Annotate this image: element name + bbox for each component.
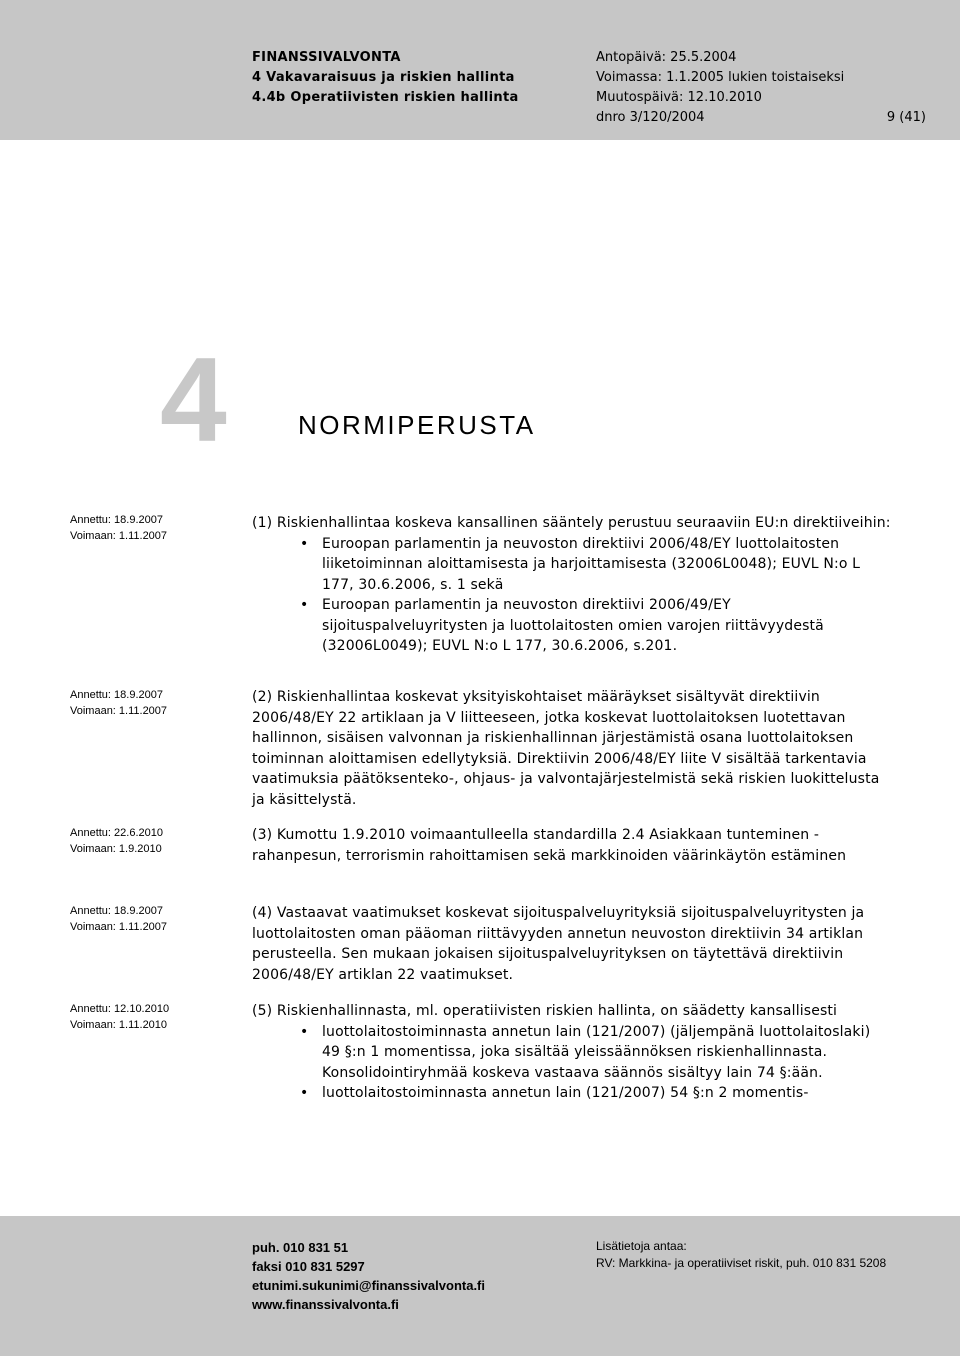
org-name: FINANSSIVALVONTA xyxy=(252,50,401,65)
chapter-number-block xyxy=(160,330,227,467)
page-footer xyxy=(0,1216,960,1356)
contact-block xyxy=(252,1238,485,1314)
note-effective: Voimaan: 1.11.2007 xyxy=(70,530,168,542)
fax-number: faksi 010 831 5297 xyxy=(252,1259,365,1274)
paragraph-3 xyxy=(252,825,892,866)
dnro-number: dnro 3/120/2004 xyxy=(596,110,705,125)
info-block xyxy=(596,1238,896,1272)
paragraph-5 xyxy=(252,1001,892,1104)
margin-note xyxy=(70,1001,169,1033)
note-given: Annettu: 22.6.2010 xyxy=(70,827,163,839)
chapter-title: 4 Vakavaraisuus ja riskien hallinta xyxy=(252,70,515,85)
chapter-heading: NORMIPERUSTA xyxy=(298,410,536,440)
paragraph-2 xyxy=(252,687,892,810)
section-title: 4.4b Operatiivisten riskien hallinta xyxy=(252,90,519,105)
list-item: • luottolaitostoiminnasta annetun lain (121/2007) (jäljempänä luottolaitoslaki) 49 §:n 1 momentissa, joka sisältää yleissäännöksen riskienhallinnasta. Konsolidointiryhmää koskeva vastaava säännös sisältyy lain 74 §:ään. xyxy=(252,1022,892,1084)
list-item: • luottolaitostoiminnasta annetun lain (121/2007) 54 §:n 2 momentis- xyxy=(252,1083,892,1104)
bullet-list xyxy=(252,1022,892,1104)
list-item: • Euroopan parlamentin ja neuvoston direktiivi 2006/48/EY luottolaitosten liiketoiminnan aloittamisesta ja harjoittamisesta (32006L0048); EUVL N:o L 177, 30.6.2006, s. 1 sekä xyxy=(252,534,892,596)
page-number: 9 (41) xyxy=(886,110,926,125)
paragraph-4 xyxy=(252,903,892,985)
paragraph-1 xyxy=(252,513,892,657)
margin-note xyxy=(70,512,167,544)
info-contact: RV: Markkina- ja operatiiviset riskit, puh. 010 831 5208 xyxy=(596,1256,887,1270)
bullet-list xyxy=(252,534,892,657)
header-right xyxy=(596,48,926,128)
paragraph-text: (2) Riskienhallintaa koskevat yksityiskohtaiset määräykset sisältyvät direktiivin 2006/48/EY 22 artiklaan ja V liitteeseen, jotka koskevat luottolaitoksen luotettavan hallinnon, sisäisen valvonnan ja riskienhallinnan järjestämistä osana luottolaitoksen toiminnan aloittamisen edellytyksiä. Direktiivin 2006/48/EY liite V sisältää tarkentavia vaatimuksia päätöksenteko-, ohjaus- ja valvontajärjestelmistä sekä riskien luokittelusta ja käsittelystä. xyxy=(252,689,880,808)
dnro-row xyxy=(596,108,926,128)
paragraph-text: (5) Riskienhallinnasta, ml. operatiivisten riskien hallinta, on säädetty kansallisesti xyxy=(252,1003,838,1019)
margin-note xyxy=(70,903,167,935)
website-link[interactable]: www.finanssivalvonta.fi xyxy=(252,1297,399,1312)
note-effective: Voimaan: 1.11.2010 xyxy=(70,1019,168,1031)
margin-note xyxy=(70,687,167,719)
paragraph-text: (1) Riskienhallintaa koskeva kansallinen sääntely perustuu seuraaviin EU:n direktiiveihin: xyxy=(252,515,891,531)
header-left xyxy=(252,48,519,108)
list-item: • Euroopan parlamentin ja neuvoston direktiivi 2006/49/EY sijoituspalveluyritysten ja luottolaitosten omien varojen riittävyydestä (32006L0049); EUVL N:o L 177, 30.6.2006, s.201. xyxy=(252,595,892,657)
note-given: Annettu: 18.9.2007 xyxy=(70,905,163,917)
page-header xyxy=(0,0,960,140)
info-label: Lisätietoja antaa: xyxy=(596,1239,687,1253)
issued-date: Antopäivä: 25.5.2004 xyxy=(596,50,737,65)
modified-date: Muutospäivä: 12.10.2010 xyxy=(596,90,762,105)
paragraph-text: (3) Kumottu 1.9.2010 voimaantulleella standardilla 2.4 Asiakkaan tunteminen - rahanpesun, terrorismin rahoittamisen sekä markkinoiden väärinkäytön estäminen xyxy=(252,827,847,864)
note-given: Annettu: 18.9.2007 xyxy=(70,689,163,701)
chapter-number: 4 xyxy=(160,333,227,467)
phone-number: puh. 010 831 51 xyxy=(252,1240,349,1255)
note-given: Annettu: 12.10.2010 xyxy=(70,1003,170,1015)
email-address[interactable]: etunimi.sukunimi@finanssivalvonta.fi xyxy=(252,1278,485,1293)
note-effective: Voimaan: 1.11.2007 xyxy=(70,705,168,717)
note-given: Annettu: 18.9.2007 xyxy=(70,514,163,526)
paragraph-text: (4) Vastaavat vaatimukset koskevat sijoituspalveluyrityksiä sijoituspalveluyritysten ja luottolaitosten oman pääoman riittävyyden annetun neuvoston direktiivin 34 artiklan perusteella. Sen mukaan jokaisen sijoituspalveluyrityksen on täytettävä direktiivin 2006/48/EY artiklan 22 vaatimukset. xyxy=(252,905,865,983)
in-force-text: Voimassa: 1.1.2005 lukien toistaiseksi xyxy=(596,70,845,85)
margin-note xyxy=(70,825,163,857)
note-effective: Voimaan: 1.11.2007 xyxy=(70,921,168,933)
note-effective: Voimaan: 1.9.2010 xyxy=(70,843,162,855)
